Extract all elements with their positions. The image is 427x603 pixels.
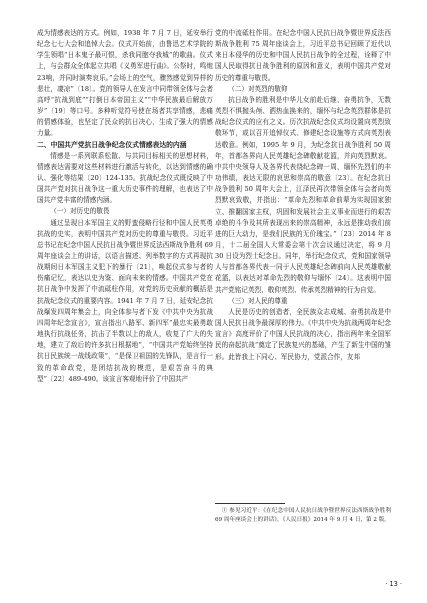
left-column — [37, 28, 213, 385]
paragraph: 成为情感表达的方式。例如，1938 年 7 月 7 日，延安举行纪念七七大会和追悼大会。仪式开始前，由鲁迅艺术学院的学生领唱“日本鬼子最可恨，杀我同胞夺我城”的歌曲。仪式上，与会群众全体起立共唱《义勇军进行曲》。公祭时，鸣炮 23响，并同时演奏哀乐。”会场上的空气，骤然感觉到异样的悲壮，凄凉”〔18〕。党的领导人在发言中同带领全体与会者高呼“抗战到底”“打倒日本帝国主义”“中华民族最后解放万岁”〔19〕等口号。多种听觉符号使在场者共享情感，悲痛的情感体验，也坚定了民众的抗日决心，生成了强大的情感力量。 — [37, 29, 213, 138]
subsection-heading: （三）对人民的尊重 — [228, 296, 288, 305]
page-number: · 13 · — [385, 580, 402, 588]
paragraph: 情感是一系列联系松散、与共同目标相关的思想材料，情感表达需要对这些材料进行激活与转化，以达到情感的确认、强化等结果〔20〕124-135。抗战纪念仪式既反映了中国共产党对抗日战争这一重大历史事件的理解，也表达了中国共产党丰富的情感内涵。 — [37, 151, 213, 205]
subsection-heading: （一）对历史的敬畏 — [50, 207, 110, 216]
footnote — [215, 507, 391, 525]
footnote-divider — [215, 503, 285, 504]
subsection-heading: （二）对英烈的敬仰 — [228, 84, 288, 93]
right-column — [215, 28, 391, 363]
footnote-text: ① 参见习近平：《在纪念中国人民抗日战争暨世界反法西斯战争胜利 69 周年座谈会上的讲话》，《人民日报》2014 年 9 月 4 日，第 2 版。 — [215, 508, 391, 523]
paragraph: 抗日战争的胜利是中华儿女前赴后继、奋勇抗争，无数英烈不惧抛头颅、洒热血换来的，缅怀与纪念英烈群体是抗战纪念仪式的应有之义。历次抗战纪念仪式均设置向英烈致敬环节，或以召开追悼仪式、修建纪念设施等方式向英烈表达敬意。例如，1995 年 9 月，为纪念抗日战争胜利 50 周年，首都各界向人民英雄纪念碑敬献花篮，并向英烈默哀。中共中央领导人及各界代表绕纪念碑一周，缅怀先烈们的丰功伟绩，表达无限的哀思和崇高的敬意〔23〕。在纪念抗日战争胜利 50 周年大会上，江泽民再次带领全体与会者向英烈默哀致敬，并指出：“革命先烈和革命前辈为实现国家独立、推翻国家主权，巩固和发展社会主义事业而进行的艰苦卓绝的斗争及其所表现出来的崇高精神，永远是推动我们前进的巨大动力，是我们民族的无价瑰宝。”〔23〕2014 年 8 月，十二届全国人大常委会第十次会议通过决定，将 9 月 30 日设为烈士纪念日。同年，举行纪念仪式，党和国家领导人与首都各界代表一同于人民英雄纪念碑前向人民英雄敬献花篮，以表达对革命先烈的敬仰与缅怀〔24〕。这表明中国共产党铭记英烈、敬仰英烈、传承英烈精神的行为自觉。 — [215, 95, 391, 294]
section-heading: 二、中国共产党抗日战争纪念仪式情感表达的内涵 — [37, 140, 187, 149]
paragraph: 人民是历史的创造者，全民族众志成城、奋勇抗战是中国人民抗日战争最深厚的伟力。《中共中央为抗战两周年纪念宣言》高度评价了中国人民抗战的决心，指出两年来全国军民的奋起抗战“奠定了民族复兴的基础，产生了新生中国的雏形。此皆我上下同心、军民协力，党派合作，友邦 — [215, 307, 391, 361]
paragraph: 通过呈现日本军国主义的野蛮侵略行径和中国人民英勇抗战的史实，表明中国共产党对历史的尊重与敬畏。习近平总书记在纪念中国人民抗日战争暨世界反法西斯战争胜利 69 周年座谈会上的讲话，以语言描述、列举数字的方式再现抗战期间日本军国主义犯下的暴行〔21〕，唤起仪式参与者的伤痛记忆，表达以史为鉴、面向未来的情感。中国共产党在抗日战争中发挥了中流砥柱作用，对党的历史贡献的概括是抗战纪念仪式的重要内容。1941 年 7 月 7 日，延安纪念抗战爆发四周年集会上，向全体参与者下发《中共中央为抗战四周年纪念宣言》，宣言指出八路军、新四军“最忠实最勇敢地执行抗战任务，抗击了半数以上的敌人，收复了广大的失地，建立了敌后的许多抗日根据地”，“中国共产党始终坚持抗日民族统一战线政策”，“是保卫祖国的先锋队，是言行一致的革命政党，是团结抗战的模范，是艰苦奋斗的典型”〔22〕489-490。该宣言客观地评价了中国共产 — [37, 218, 213, 383]
paragraph: 党的中流砥柱作用。在纪念中国人民抗日战争暨世界反法西斯战争胜利 75 周年座谈会上，习近平总书记回顾了近代以来日本侵华的历史和中国人民抗日战争的全过程，诠释了中国人民取得抗日战争胜利的原因和意义，表明中国共产党对历史的尊重与敬畏。 — [215, 29, 391, 82]
